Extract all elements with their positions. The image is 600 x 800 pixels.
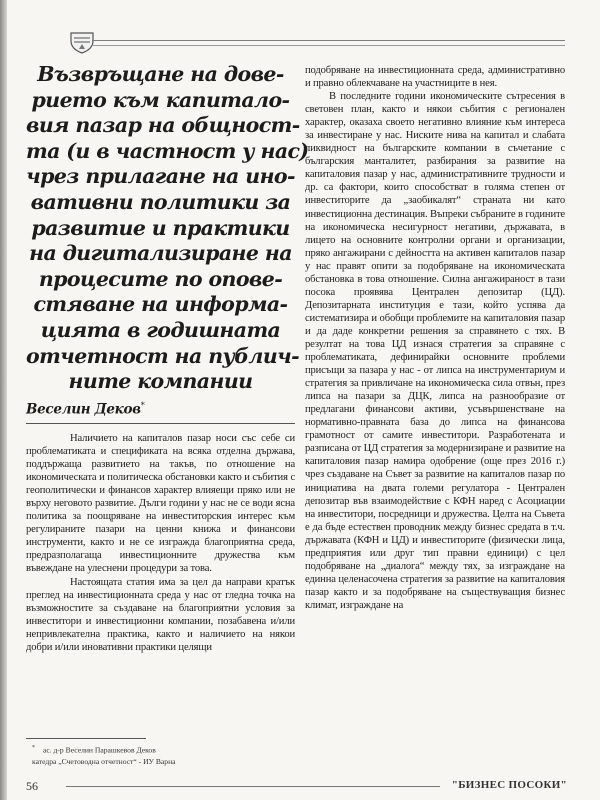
title-line: вия пазар на общност- bbox=[26, 113, 300, 138]
author-name bbox=[26, 401, 295, 418]
title-line: чрез прилагане на ино- bbox=[26, 164, 295, 189]
right-column bbox=[305, 64, 565, 754]
title-line: на дигитализиране на bbox=[29, 241, 292, 266]
title-line: стяване на информа- bbox=[33, 292, 288, 317]
title-line: та (и в частност у нас) bbox=[26, 138, 309, 163]
author-block bbox=[26, 401, 295, 424]
paragraph: В последните години икономическите сътресения в световен план, както и някои събития с регионален характер, оказаха своето негативно влияние към интереса за инвестиране у нас. Ниските нива на капитал и слабата ликвидност на българските компании в съчетание с българския манталитет, разбирания за развитие на капиталовия пазар у нас, административните трудности и др. са фактори, които способстват в голяма степен от инвеститорите да „заобикалят“ страната ни като инвестиционна дестинация. Въпреки събраните в годините на икономическа несигурност негативи, държавата, в лицето на основните контролни органи и организации, пряко ангажирани с дейността на активен капиталов пазар у нас правят опити за подобряване на икономическата обстановка в това отношение. Силна ангажираност в тази посока проявява Централен депозитар (ЦД). Депозитарната институция е тази, който успява да систематизира и обобщи проблемите на капиталовия пазар и да даде конкретни решения за справянето с тях. В резултат на това ЦД изнася стратегия за справяне с проблематиката, дефинирайки основните проблеми присъщи за пазара у нас - от липса на инструментариум и стратегия за привличане на икономическа сила отвън, през липса на пазари за ДЦК, липса на разнообразие от предлагани финансови активи, усъвършенстване на нормативно-правната база до липса на финансова грамотност от самите инвеститори. Разработената и разписана от ЦД стратегия за модернизиране и развитие на капиталовия пазар намира одобрение (още през 2016 г.) чрез създаване на Съвет за развитие на капиталов пазар по инициатива на двата големи регулатора - Централен депозитар във взаимодействие с КФН наред с Асоциации на инвеститори, посредници и дружества. Целта на Съвета е да бъде естествен проводник между бизнес средата в т.ч. държавата (КФН и ЦД) и инвеститорите (физически лица, предприятия или друг тип правни единици) с цел подобряване на „диалога“ между тях, за изграждане на единна целенасочена стратегия за развитие на капиталовия пазар както и за подобряване на съществуващия бизнес климат, изграждане на bbox=[305, 91, 565, 611]
footnote-rule bbox=[26, 738, 146, 739]
journal-logo-icon bbox=[69, 30, 95, 54]
left-body-text bbox=[26, 432, 295, 654]
title-line: процесите по опове- bbox=[38, 266, 283, 291]
paragraph: подобряване на инвестиционната среда, административно и правно облекчаване на участниците в нея. bbox=[305, 65, 565, 90]
article-title bbox=[26, 62, 309, 395]
author-rule bbox=[26, 423, 295, 424]
paragraph: Настоящата статия има за цел да направи кратък преглед на инвестиционната среда у нас от гледна точка на възможностите за създаване на благоприятни условия за инвеститори и инвестиционни компании, позабавена и/или непривлекателна практика, както и наличието на някои добри и/или иновативни практики целящи bbox=[26, 576, 295, 653]
title-line: рието към капитало- bbox=[31, 87, 290, 112]
left-column bbox=[26, 62, 309, 752]
title-line: ните компании bbox=[68, 369, 253, 394]
footnote-line: катедра „Счетоводна отчетност“ - ИУ Варна bbox=[32, 756, 176, 766]
title-line: цията в годишната bbox=[40, 317, 281, 342]
title-line: отчетност на публич- bbox=[26, 343, 300, 368]
footnote-line bbox=[26, 743, 295, 756]
title-line: Възвръщане на дове- bbox=[37, 62, 284, 86]
title-line: вативни политики за bbox=[30, 189, 291, 214]
magazine-name: "БИЗНЕС ПОСОКИ" bbox=[451, 779, 567, 791]
title-line: развитие и практики bbox=[31, 215, 290, 240]
footnote bbox=[26, 738, 295, 767]
footnote-author: ас. д-р Веселин Парашкевов Деков bbox=[43, 745, 156, 755]
paragraph: Наличието на капиталов пазар носи със себе си проблематиката и спецификата на всяка отделна държава, поддържаща развитието на такъв, по отношение на икономическата и политическа обстановки както и събития с геополитически и финансов характер влияещи пряко или не върху неговото развитие. Дълги години у нас не се води ясна политика за поощряване на инвеститорския интерес към регулираните пазари на ценни книжа и финансови инструменти, както и не се изгражда благоприятна среда, предразполагаща инвестиционните дружества към въвеждане на улеснени процедури за това. bbox=[26, 433, 295, 575]
footer-rule bbox=[66, 786, 440, 787]
header-rule-thin bbox=[92, 45, 565, 46]
author-name-text: Веселин Деков bbox=[26, 401, 141, 418]
header-rule bbox=[92, 40, 565, 41]
page-number: 56 bbox=[26, 779, 38, 793]
footnote-mark: * bbox=[32, 745, 35, 751]
author-footnote-mark: * bbox=[140, 401, 145, 410]
